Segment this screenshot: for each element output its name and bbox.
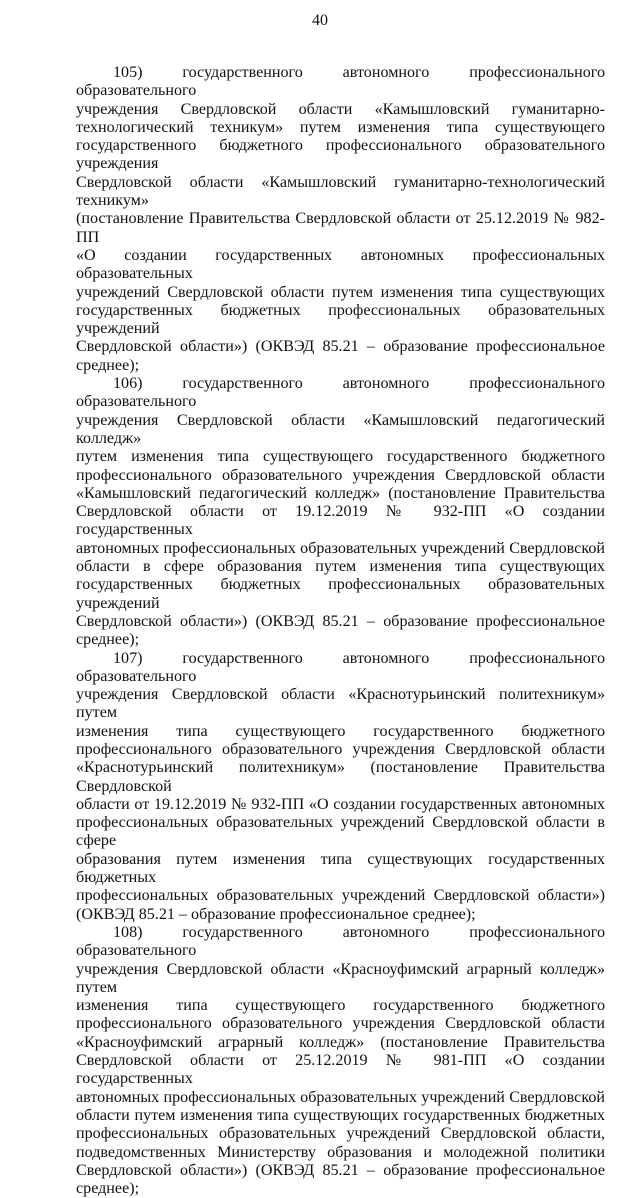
- text-line: образования путем изменения типа существующих государственных бюджетных: [76, 850, 605, 887]
- text-line: (постановление Правительства Свердловской области от 25.12.2019 № 982-ПП: [76, 210, 605, 246]
- text-line: профессиональных образовательных учреждений Свердловской области»): [76, 887, 605, 905]
- text-line: среднее);: [76, 1180, 140, 1198]
- text-line: (ОКВЭД 85.21 – образование профессиональное среднее);: [76, 905, 476, 923]
- text-line: подведомственных Министерству образования и молодежной политики: [76, 1143, 605, 1161]
- text-line: профессионального образовательного учреждения Свердловской области: [76, 740, 605, 758]
- text-line: профессиональных образовательных учреждений Свердловской области,: [76, 1125, 605, 1143]
- text-line: Свердловской области») (ОКВЭД 85.21 – образование профессиональное: [76, 612, 605, 630]
- list-item-108: [76, 924, 605, 1198]
- text-line: изменения типа существующего государственного бюджетного: [76, 722, 605, 740]
- text-line: государственного бюджетного профессионального образовательного учреждения: [76, 137, 605, 173]
- text-line: государственных бюджетных профессиональных образовательных учреждений: [76, 576, 605, 612]
- text-line: области в сфере образования путем изменения типа существующих: [76, 558, 605, 576]
- text-line: 106) государственного автономного профессионального образовательного: [76, 375, 605, 411]
- text-line: «Краснотурьинский политехникум» (постановление Правительства Свердловской: [76, 759, 605, 795]
- text-line: государственных бюджетных профессиональных образовательных учреждений: [76, 301, 605, 338]
- text-line: технологический техникум» путем изменения типа существующего: [76, 118, 605, 136]
- text-line: учреждения Свердловской области «Камышловский гуманитарно-: [76, 100, 605, 118]
- text-line: автономных профессиональных образовательных учреждений Свердловской: [76, 1088, 605, 1106]
- text-line: области путем изменения типа существующих государственных бюджетных: [76, 1106, 605, 1124]
- text-line: учреждения Свердловской области «Краснотурьинский политехникум» путем: [76, 686, 605, 722]
- text-line: «О создании государственных автономных профессиональных образовательных: [76, 246, 605, 283]
- text-line: учреждений Свердловской области путем изменения типа существующих: [76, 283, 605, 301]
- text-line: профессионального образовательного учреждения Свердловской области: [76, 466, 605, 484]
- text-line: среднее);: [76, 631, 140, 649]
- list-item-105: [76, 64, 605, 375]
- text-line: 107) государственного автономного профессионального образовательного: [76, 649, 605, 685]
- text-line: профессионального образовательного учреждения Свердловской области: [76, 1015, 605, 1033]
- text-line: Свердловской области от 25.12.2019 № 981-ПП «О создании государственных: [76, 1052, 605, 1088]
- page-number: 40: [312, 12, 328, 29]
- text-line: «Камышловский педагогический колледж» (постановление Правительства: [76, 484, 605, 502]
- text-line: изменения типа существующего государственного бюджетного: [76, 997, 605, 1015]
- text-line: Свердловской области «Камышловский гуманитарно-технологический техникум»: [76, 173, 605, 210]
- text-line: Свердловской области от 19.12.2019 № 932-ПП «О создании государственных: [76, 503, 605, 539]
- list-item-107: [76, 650, 605, 924]
- document-body: [76, 64, 605, 1198]
- text-line: путем изменения типа существующего государственного бюджетного: [76, 448, 605, 466]
- text-line: 105) государственного автономного профессионального образовательного: [76, 64, 605, 100]
- list-item-106: [76, 375, 605, 649]
- text-line: учреждения Свердловской области «Красноуфимский аграрный колледж» путем: [76, 960, 605, 996]
- text-line: профессиональных образовательных учреждений Свердловской области в сфере: [76, 814, 605, 850]
- text-line: «Красноуфимский аграрный колледж» (постановление Правительства: [76, 1033, 605, 1051]
- text-line: Свердловской области») (ОКВЭД 85.21 – образование профессиональное: [76, 1161, 605, 1179]
- text-line: области от 19.12.2019 № 932-ПП «О создании государственных автономных: [76, 795, 605, 813]
- text-line: Свердловской области») (ОКВЭД 85.21 – образование профессиональное: [76, 338, 605, 356]
- text-line: автономных профессиональных образовательных учреждений Свердловской: [76, 539, 605, 557]
- text-line: 108) государственного автономного профессионального образовательного: [76, 923, 605, 960]
- text-line: учреждения Свердловской области «Камышловский педагогический колледж»: [76, 411, 605, 447]
- text-line: среднее);: [76, 356, 140, 374]
